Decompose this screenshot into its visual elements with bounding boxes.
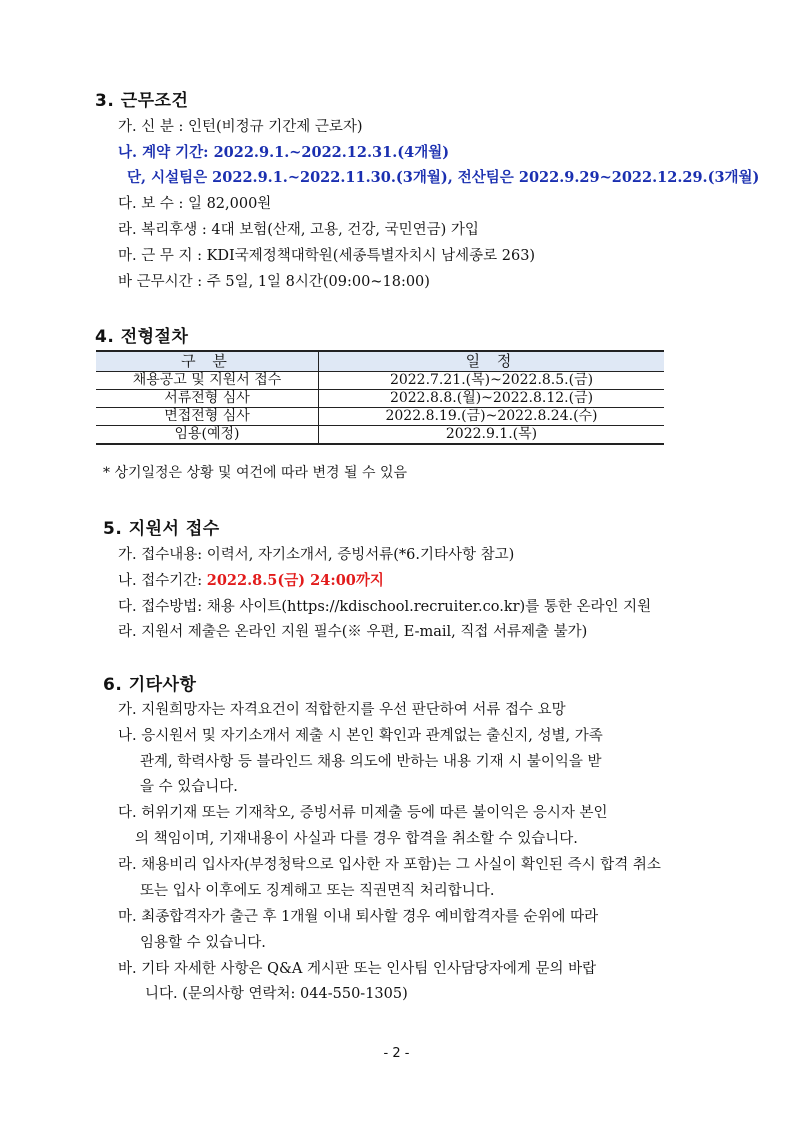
schedule-header-category: 구 분 bbox=[96, 351, 319, 372]
misc-line: 관계, 학력사항 등 블라인드 채용 의도에 반하는 내용 기재 시 불이익을 받 bbox=[140, 754, 602, 770]
schedule-header-row bbox=[96, 351, 664, 372]
schedule-category: 서류전형 심사 bbox=[96, 390, 319, 408]
table-row bbox=[96, 426, 664, 445]
application-requirement: 라. 지원서 제출은 온라인 지원 필수(※ 우편, E-mail, 직접 서류제출 불가) bbox=[118, 624, 588, 640]
misc-line: 나. 응시원서 및 자기소개서 제출 시 본인 확인과 관계없는 출신지, 성별, 가족 bbox=[118, 728, 603, 744]
schedule-category: 면접전형 심사 bbox=[96, 408, 319, 426]
schedule-category: 채용공고 및 지원서 접수 bbox=[96, 372, 319, 390]
table-row bbox=[96, 372, 664, 390]
application-period-label: 나. 접수기간: bbox=[118, 573, 207, 589]
salary: 다. 보 수 : 일 82,000원 bbox=[118, 196, 272, 212]
schedule-category: 임용(예정) bbox=[96, 426, 319, 445]
application-method: 다. 접수방법: 채용 사이트(https://kdischool.recruiter.co.kr)를 통한 온라인 지원 bbox=[118, 599, 652, 615]
misc-line: 니다. (문의사항 연락처: 044-550-1305) bbox=[145, 986, 408, 1002]
employment-type: 가. 신 분 : 인턴(비정규 기간제 근로자) bbox=[118, 119, 363, 135]
misc-line: 마. 최종합격자가 출근 후 1개월 이내 퇴사할 경우 예비합격자를 순위에 따라 bbox=[118, 909, 599, 925]
section-4-heading: 4. 전형절차 bbox=[95, 327, 189, 347]
schedule-note: * 상기일정은 상황 및 여건에 따라 변경 될 수 있음 bbox=[103, 465, 408, 481]
schedule-header-date: 일 정 bbox=[319, 351, 665, 372]
table-row bbox=[96, 408, 664, 426]
misc-line: 바. 기타 자세한 사항은 Q&A 게시판 또는 인사팀 인사담당자에게 문의 바랍 bbox=[118, 961, 597, 977]
schedule-table bbox=[96, 350, 664, 445]
misc-line: 임용할 수 있습니다. bbox=[140, 935, 266, 951]
misc-line: 다. 허위기재 또는 기재착오, 증빙서류 미제출 등에 따른 불이익은 응시자 본인 bbox=[118, 805, 608, 821]
application-period bbox=[118, 569, 384, 590]
misc-line: 라. 채용비리 입사자(부정청탁으로 입사한 자 포함)는 그 사실이 확인된 즉시 합격 취소 bbox=[118, 857, 661, 873]
benefits: 라. 복리후생 : 4대 보험(산재, 고용, 건강, 국민연금) 가입 bbox=[118, 222, 479, 238]
misc-line: 또는 입사 이후에도 징계해고 또는 직권면직 처리합니다. bbox=[140, 883, 495, 899]
schedule-date: 2022.8.8.(월)~2022.8.12.(금) bbox=[319, 390, 665, 408]
schedule-date: 2022.9.1.(목) bbox=[319, 426, 665, 445]
misc-line: 가. 지원희망자는 자격요건이 적합한지를 우선 판단하여 서류 접수 요망 bbox=[118, 702, 566, 718]
page-number: - 2 - bbox=[383, 1046, 410, 1061]
work-hours: 바 근무시간 : 주 5일, 1일 8시간(09:00~18:00) bbox=[118, 274, 430, 290]
section-3-heading: 3. 근무조건 bbox=[95, 91, 189, 111]
schedule-date: 2022.7.21.(목)~2022.8.5.(금) bbox=[319, 372, 665, 390]
application-deadline: 2022.8.5(금) 24:00까지 bbox=[206, 572, 384, 589]
misc-line: 의 책임이며, 기재내용이 사실과 다를 경우 합격을 취소할 수 있습니다. bbox=[135, 831, 578, 847]
schedule-date: 2022.8.19.(금)~2022.8.24.(수) bbox=[319, 408, 665, 426]
section-6-heading: 6. 기타사항 bbox=[103, 675, 197, 695]
misc-line: 을 수 있습니다. bbox=[140, 779, 238, 795]
workplace: 마. 근 무 지 : KDI국제정책대학원(세종특별자치시 남세종로 263) bbox=[118, 248, 536, 264]
contract-period: 나. 계약 기간: 2022.9.1.~2022.12.31.(4개월) bbox=[118, 144, 450, 161]
section-5-heading: 5. 지원서 접수 bbox=[103, 519, 220, 539]
contract-period-exception: 단, 시설팀은 2022.9.1.~2022.11.30.(3개월), 전산팀은 2022.9.29~2022.12.29.(3개월) bbox=[127, 169, 760, 186]
table-row bbox=[96, 390, 664, 408]
application-contents: 가. 접수내용: 이력서, 자기소개서, 증빙서류(*6.기타사항 참고) bbox=[118, 547, 515, 563]
